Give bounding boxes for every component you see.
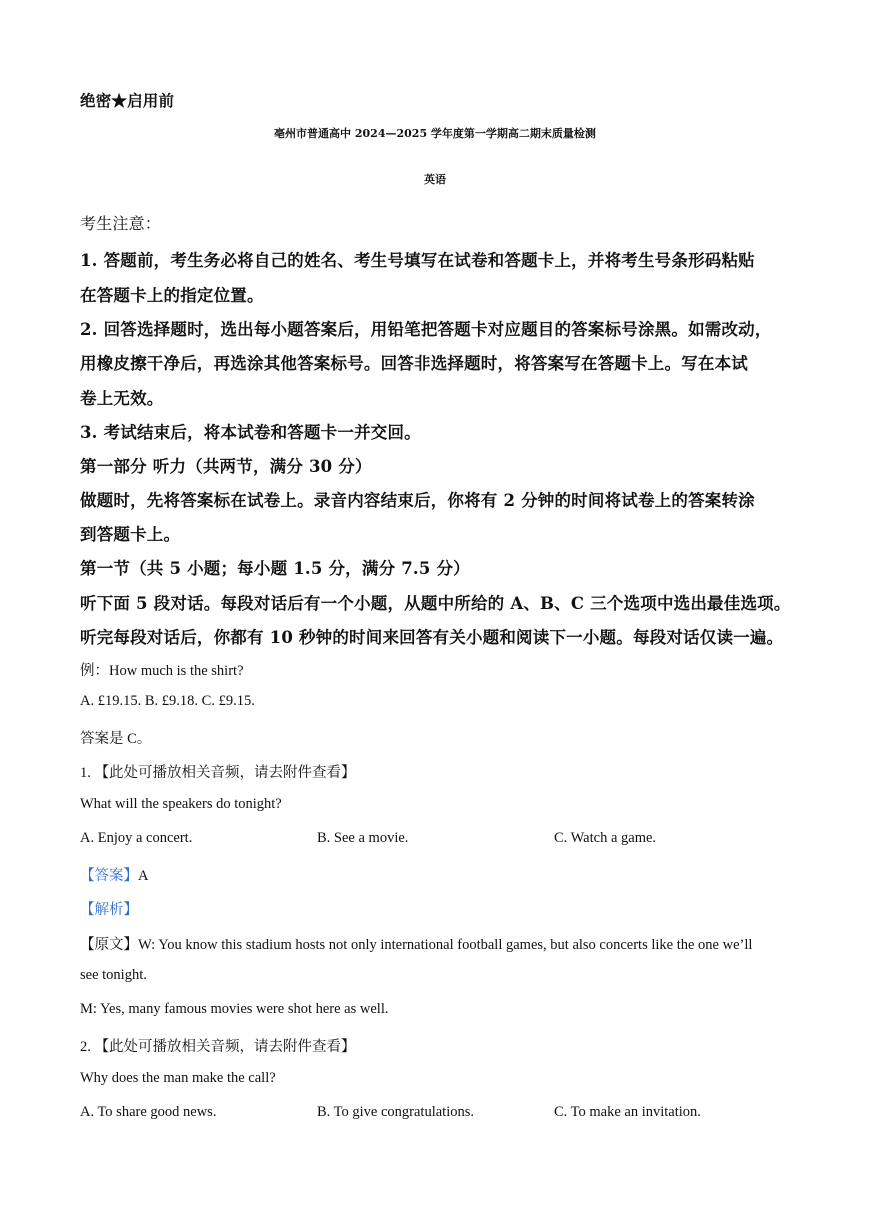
- q1-answer-value: A: [138, 868, 149, 884]
- example-answer: 答案是 C。: [80, 731, 152, 747]
- section1-instruction-line-1: 听下面 5 段对话。每段对话后有一个小题，从题中所给的 A、B、C 三个选项中选出最佳选项。: [80, 594, 791, 613]
- q1-original-line-3: M: Yes, many famous movies were shot here as well.: [80, 1001, 389, 1017]
- notice-item-1-line-2: 在答题卡上的指定位置。: [80, 286, 264, 305]
- q2-question: Why does the man make the call?: [80, 1070, 276, 1086]
- q1-audio-placeholder: 1. 【此处可播放相关音频，请去附件查看】: [80, 765, 356, 781]
- q1-original-line-1: 【原文】W: You know this stadium hosts not only international football games, but also concerts like the one we’ll: [80, 937, 753, 953]
- exam-title: 亳州市普通高中 2024—2025 学年度第一学期高二期末质量检测: [274, 127, 596, 140]
- confidential-label: 绝密★启用前: [80, 91, 175, 110]
- q1-original-line-2: see tonight.: [80, 967, 147, 983]
- section1-heading: 第一节（共 5 小题；每小题 1.5 分，满分 7.5 分）: [80, 559, 470, 578]
- q1-option-b: B. See a movie.: [317, 830, 409, 846]
- part1-instruction-line-2: 到答题卡上。: [80, 525, 181, 544]
- part1-instruction-line-1: 做题时，先将答案标在试卷上。录音内容结束后，你将有 2 分钟的时间将试卷上的答案转涂: [80, 491, 755, 510]
- notice-item-2-line-2: 用橡皮擦干净后，再选涂其他答案标号。回答非选择题时，将答案写在答题卡上。写在本试: [80, 354, 748, 373]
- q2-option-a: A. To share good news.: [80, 1104, 217, 1120]
- notice-item-2-line-1: 2. 回答选择题时，选出每小题答案后，用铅笔把答题卡对应题目的答案标号涂黑。如需改动，: [80, 320, 772, 339]
- example-options: A. £19.15. B. £9.18. C. £9.15.: [80, 693, 255, 709]
- q1-option-c: C. Watch a game.: [554, 830, 657, 846]
- q2-audio-placeholder: 2. 【此处可播放相关音频，请去附件查看】: [80, 1039, 356, 1055]
- q1-answer-tag: 【答案】: [80, 868, 138, 884]
- subject-title: 英语: [424, 173, 446, 186]
- section1-instruction-line-2: 听完每段对话后，你都有 10 秒钟的时间来回答有关小题和阅读下一小题。每段对话仅读一遍。: [80, 628, 784, 647]
- example-question: 例：How much is the shirt?: [80, 663, 244, 679]
- q2-option-b: B. To give congratulations.: [317, 1104, 474, 1120]
- q1-option-a: A. Enjoy a concert.: [80, 830, 193, 846]
- notice-item-3: 3. 考试结束后，将本试卷和答题卡一并交回。: [80, 423, 421, 442]
- part1-heading: 第一部分 听力（共两节，满分 30 分）: [80, 457, 372, 476]
- notice-heading: 考生注意：: [80, 214, 162, 233]
- notice-item-1-line-1: 1. 答题前，考生务必将自己的姓名、考生号填写在试卷和答题卡上，并将考生号条形码粘贴: [80, 251, 755, 270]
- q1-analysis-tag: 【解析】: [80, 902, 138, 918]
- notice-item-2-line-3: 卷上无效。: [80, 389, 164, 408]
- q1-answer: [80, 864, 148, 885]
- q1-question: What will the speakers do tonight?: [80, 796, 282, 812]
- q2-option-c: C. To make an invitation.: [554, 1104, 701, 1120]
